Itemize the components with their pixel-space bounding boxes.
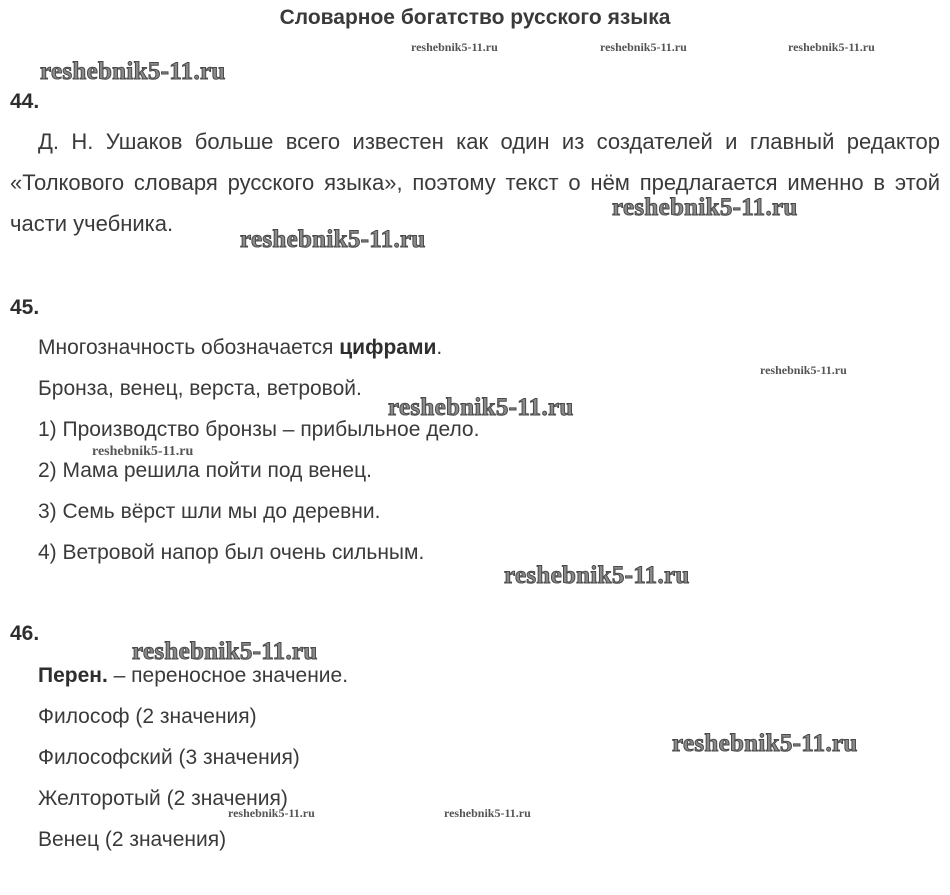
- watermark-large: reshebnik5-11.ru: [40, 58, 226, 85]
- exercise-46-abbr: [38, 664, 348, 688]
- exercise-45-example: 2) Мама решила пойти под венец.: [38, 459, 372, 482]
- exercise-45-line1: [38, 336, 442, 360]
- exercise-number-44: 44.: [10, 90, 40, 113]
- watermark-large: reshebnik5-11.ru: [504, 562, 690, 589]
- watermark-large: reshebnik5-11.ru: [240, 226, 426, 253]
- watermark-small: reshebnik5-11.ru: [228, 806, 315, 820]
- watermark-small: reshebnik5-11.ru: [444, 806, 531, 820]
- exercise-number-45: 45.: [10, 296, 40, 319]
- watermark-large: reshebnik5-11.ru: [132, 638, 318, 665]
- watermark-large: reshebnik5-11.ru: [388, 394, 574, 421]
- exercise-45-words: Бронза, венец, верста, ветровой.: [38, 377, 362, 400]
- watermark-small: reshebnik5-11.ru: [760, 363, 847, 377]
- page-title: Словарное богатство русского языка: [279, 6, 671, 29]
- exercise-44-text: [10, 121, 940, 244]
- watermark-large: reshebnik5-11.ru: [672, 730, 858, 757]
- exercise-45-example: 1) Производство бронзы – прибыльное дело.: [38, 418, 480, 441]
- abbr-rest: – переносное значение.: [107, 664, 349, 687]
- exercise-46-item: Философский (3 значения): [38, 746, 300, 769]
- exercise-46-item: Философ (2 значения): [38, 705, 257, 728]
- watermark-small: reshebnik5-11.ru: [600, 40, 687, 54]
- line1-suffix: .: [436, 336, 443, 359]
- watermark-small: reshebnik5-11.ru: [411, 40, 498, 54]
- line1-prefix: Многозначность обозначается: [38, 336, 340, 359]
- exercise-46-item: Желторотый (2 значения): [38, 787, 288, 810]
- exercise-44-body: Д. Н. Ушаков больше всего известен как один из создателей и главный редактор «Толкового словаря русского языка», поэтому текст о нём предлагается именно в этой части учебника.: [10, 129, 940, 236]
- exercise-45-example: 3) Семь вёрст шли мы до деревни.: [38, 500, 381, 523]
- watermark-small: reshebnik5-11.ru: [788, 40, 875, 54]
- watermark-small: reshebnik5-11.ru: [92, 444, 194, 459]
- exercise-46-item: Венец (2 значения): [38, 828, 227, 851]
- exercise-number-46: 46.: [10, 622, 40, 645]
- exercise-45-example: 4) Ветровой напор был очень сильным.: [38, 541, 425, 564]
- line1-bold: цифрами: [339, 336, 437, 359]
- watermark-large: reshebnik5-11.ru: [612, 194, 798, 221]
- abbr-bold: Перен.: [38, 664, 108, 687]
